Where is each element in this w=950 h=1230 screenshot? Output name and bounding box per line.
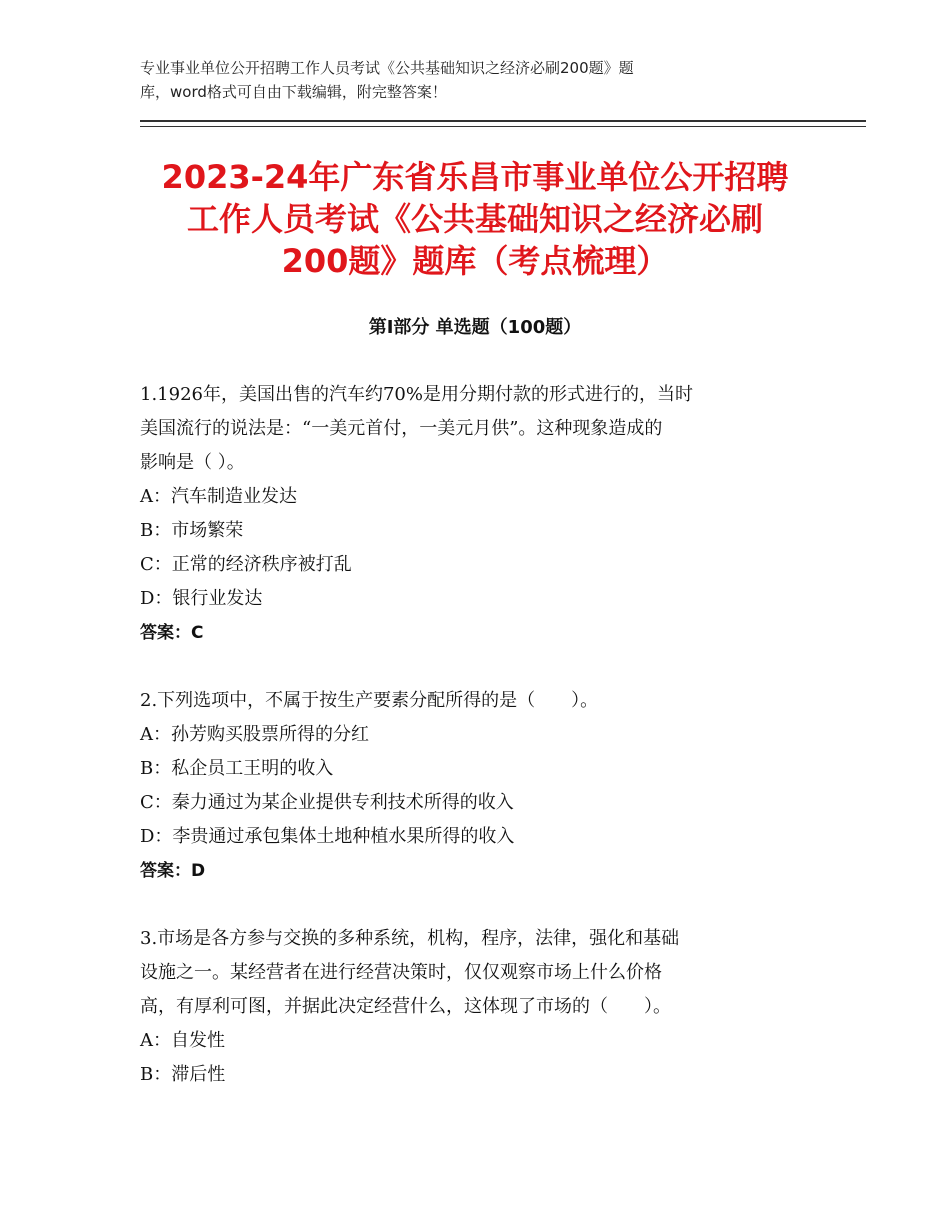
- title-line-1: 2023-24年广东省乐昌市事业单位公开招聘: [161, 158, 789, 196]
- section-title: 第Ⅰ部分 单选题（100题）: [368, 317, 582, 338]
- header-note-line-1: 专业事业单位公开招聘工作人员考试《公共基础知识之经济必刷200题》题: [140, 59, 634, 77]
- option-d: D：银行业发达: [140, 588, 263, 609]
- question-2: [140, 684, 820, 888]
- header-note-line-2: 库，word格式可自由下载编辑，附完整答案！: [140, 83, 447, 101]
- option-c: C：正常的经济秩序被打乱: [140, 554, 352, 575]
- option-a: A：自发性: [140, 1030, 225, 1051]
- question-3: [140, 922, 820, 1092]
- question-stem-line: 美国流行的说法是：“一美元首付，一美元月供”。这种现象造成的: [140, 418, 663, 439]
- question-spacer: [140, 650, 820, 684]
- question-stem-line: 高，有厚利可图，并据此决定经营什么，这体现了市场的（ ）。: [140, 996, 671, 1017]
- answer-label: 答案：D: [140, 861, 206, 881]
- header-divider: [140, 120, 866, 127]
- question-stem-line: 1.1926年，美国出售的汽车约70%是用分期付款的形式进行的，当时: [140, 384, 693, 405]
- question-1: [140, 378, 820, 650]
- title-line-2: 工作人员考试《公共基础知识之经济必刷: [186, 200, 763, 238]
- answer-label: 答案：C: [140, 623, 204, 643]
- question-stem-line: 3.市场是各方参与交换的多种系统，机构，程序，法律，强化和基础: [140, 928, 680, 949]
- option-b: B：市场繁荣: [140, 520, 244, 541]
- header-note: [140, 56, 780, 104]
- document-title: [110, 156, 840, 282]
- question-list: [140, 378, 820, 1092]
- option-a: A：汽车制造业发达: [140, 486, 297, 507]
- option-b: B：私企员工王明的收入: [140, 758, 334, 779]
- question-spacer: [140, 888, 820, 922]
- option-b: B：滞后性: [140, 1064, 226, 1085]
- option-d: D：李贵通过承包集体土地种植水果所得的收入: [140, 826, 515, 847]
- question-stem-line: 影响是（ ）。: [140, 452, 245, 473]
- question-stem-line: 设施之一。某经营者在进行经营决策时，仅仅观察市场上什么价格: [140, 962, 662, 983]
- option-a: A：孙芳购买股票所得的分红: [140, 724, 369, 745]
- title-line-3: 200题》题库（考点梳理）: [281, 242, 669, 280]
- question-stem-line: 2.下列选项中，不属于按生产要素分配所得的是（ ）。: [140, 690, 599, 711]
- option-c: C：秦力通过为某企业提供专利技术所得的收入: [140, 792, 514, 813]
